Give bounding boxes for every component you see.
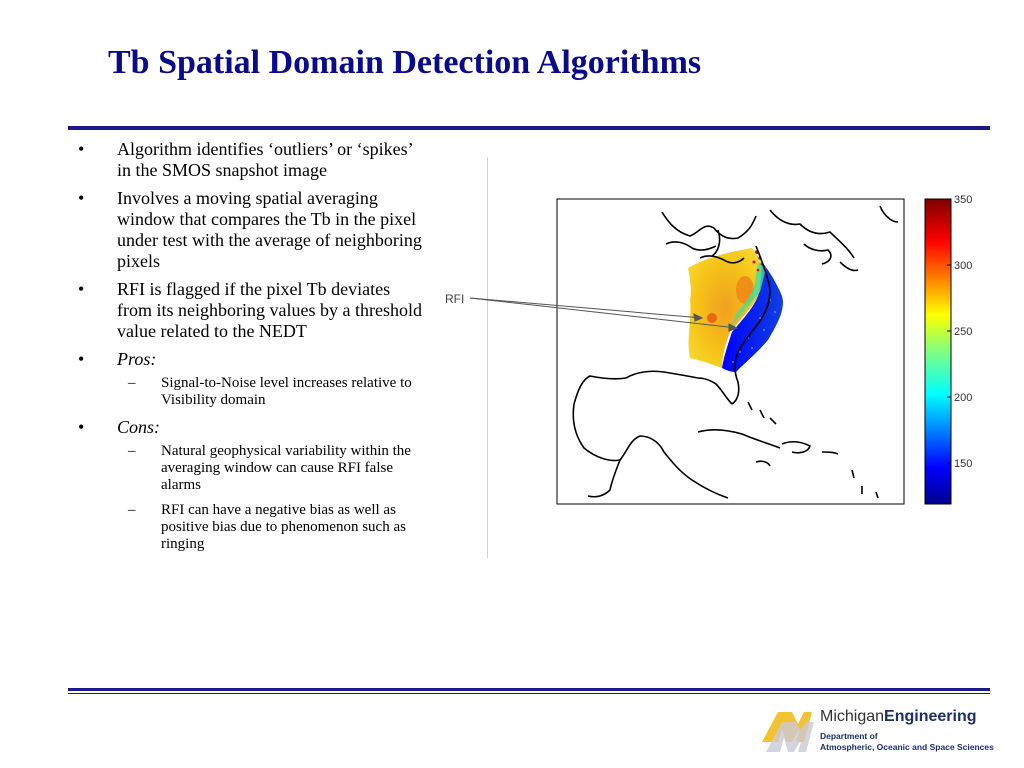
logo-dept-line2: Atmospheric, Oceanic and Space Sciences <box>820 742 994 752</box>
sub-mark: – <box>128 502 136 518</box>
bullet-mark: • <box>78 139 85 159</box>
sub-mark: – <box>128 375 136 391</box>
slide-title: Tb Spatial Domain Detection Algorithms <box>108 44 702 81</box>
bullet-item <box>78 139 423 181</box>
sub-item <box>78 375 423 409</box>
logo-name <box>820 708 976 726</box>
bullet-item <box>78 188 423 272</box>
bullet-mark: • <box>78 349 85 369</box>
sub-item <box>78 502 423 553</box>
bullet-mark: • <box>78 279 85 299</box>
sub-mark: – <box>128 443 136 459</box>
bullet-text: Cons: <box>117 417 161 437</box>
michigan-logo-mark <box>760 700 820 760</box>
land-hotspot <box>707 313 717 323</box>
sub-list <box>117 443 423 553</box>
bullet-item <box>78 279 423 342</box>
bullet-mark: • <box>78 188 85 208</box>
sub-text: RFI can have a negative bias as well as positive bias due to phenomenon such as ringing <box>161 502 406 552</box>
footer-divider-thin <box>68 693 990 694</box>
colorbar-tick-label: 250 <box>954 326 973 338</box>
title-divider <box>68 126 990 130</box>
bullet-item-cons <box>78 417 423 553</box>
logo-name-plain: Michigan <box>820 708 885 725</box>
colorbar-tick-label: 150 <box>954 458 973 470</box>
colorbar-tick-label: 300 <box>954 260 973 272</box>
bullet-list <box>78 139 423 561</box>
bullet-item-pros <box>78 349 423 409</box>
sub-text: Natural geophysical variability within the averaging window can cause RFI false alarms <box>161 443 411 493</box>
sub-item <box>78 443 423 494</box>
sub-list <box>117 375 423 409</box>
logo-department <box>820 731 994 753</box>
bullet-mark: • <box>78 417 85 437</box>
logo-name-bold: Engineering <box>884 708 977 725</box>
logo-dept-line1: Department of <box>820 731 878 741</box>
tb-map-figure <box>440 150 1000 570</box>
rfi-label: RFI <box>445 292 465 306</box>
colorbar-tick-label: 350 <box>954 194 973 206</box>
footer-divider <box>68 688 990 691</box>
bullet-text: Algorithm identifies ‘outliers’ or ‘spikes’ in the SMOS snapshot image <box>117 139 413 180</box>
bullet-text: Involves a moving spatial averaging window that compares the Tb in the pixel under test with the average of neighboring pixels <box>117 188 422 271</box>
colorbar-tick-label: 200 <box>954 392 973 404</box>
colorbar <box>925 199 951 504</box>
bullet-text: Pros: <box>117 349 157 369</box>
sub-text: Signal-to-Noise level increases relative to Visibility domain <box>161 375 412 408</box>
bullet-text: RFI is flagged if the pixel Tb deviates from its neighboring values by a threshold value related to the NEDT <box>117 279 422 341</box>
